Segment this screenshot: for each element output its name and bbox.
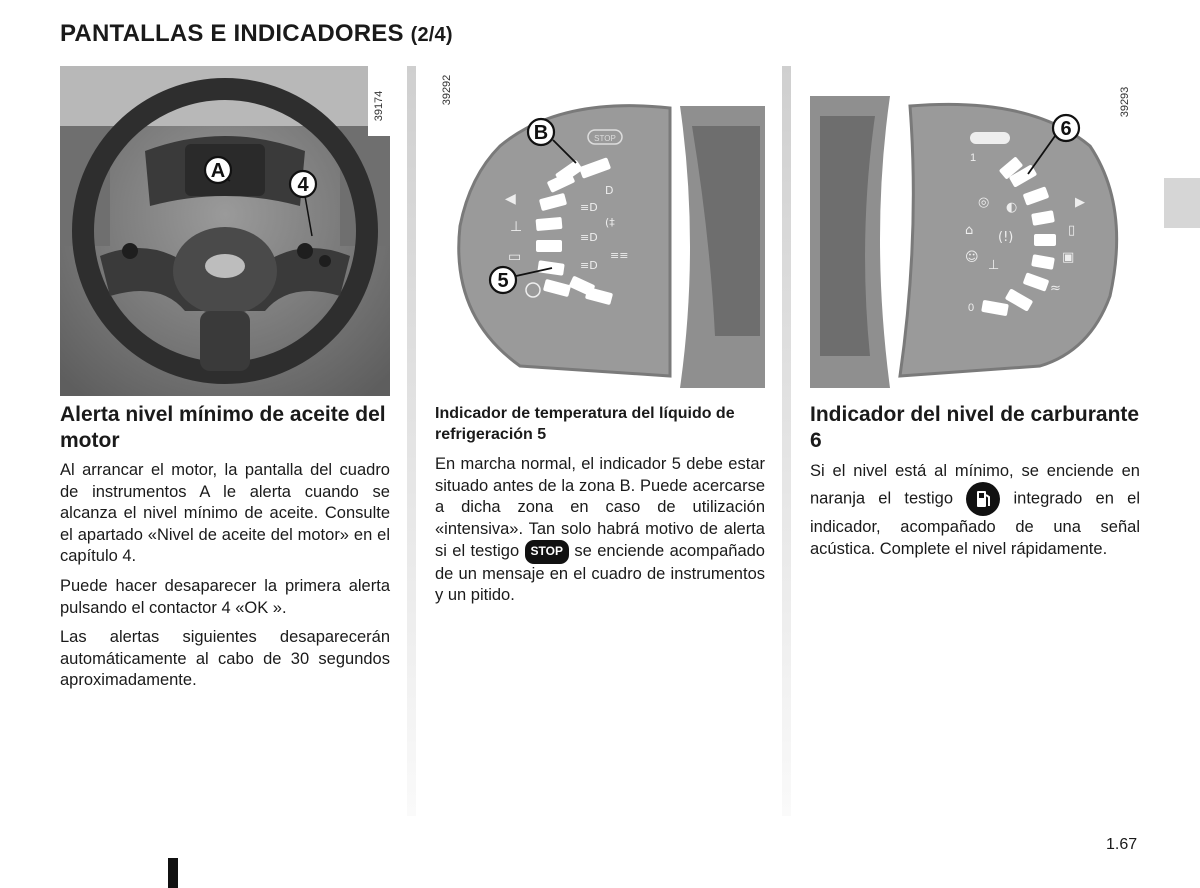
figure-steering-wheel: [60, 66, 390, 396]
lowbeam-icon: ≡D: [580, 201, 598, 214]
battery-icon: ▭: [508, 249, 522, 265]
heading-fuel-level: Indicador del nivel de carburante 6: [810, 403, 1140, 452]
figure-ref-39293: 39293: [1119, 86, 1131, 118]
foglight-icon: ≡D: [580, 259, 598, 272]
callout-5: 5: [497, 270, 509, 292]
steering-icon: ◐: [1006, 200, 1018, 215]
coolant-icon: ⊥: [510, 219, 523, 235]
chapter-tab: [1164, 178, 1200, 228]
heading-coolant-temp: Indicador de temperatura del líquido de refrigeración 5: [435, 405, 735, 443]
oil-icon: ⌂: [965, 223, 974, 238]
stop-label: STOP: [594, 134, 616, 143]
stop-warning-badge: STOP: [525, 540, 569, 564]
highbeam-icon: ≡D: [580, 231, 598, 244]
paragraph-oil-1: Al arrancar el motor, la pantalla del cuadro de instrumentos A le alerta cuando se alcanza el nivel mínimo de aceite. Consulte el apartado «Nivel de aceite del motor» en el capítulo 4.: [60, 461, 390, 565]
tyre-icon: (!): [998, 230, 1014, 245]
gauge-max-label: 1: [970, 152, 977, 164]
callout-a: A: [210, 160, 226, 182]
arrow-left-icon: ◀: [505, 191, 516, 207]
front-fog-icon: D: [605, 184, 614, 197]
abs-icon: ◎: [978, 195, 990, 210]
rear-fog-icon: (‡: [605, 216, 615, 229]
engine-icon: ⊥: [988, 258, 1000, 273]
gauge-min-label: 0: [968, 302, 975, 314]
figure-temperature-gauge: [430, 66, 765, 388]
fuel-pump-icon: ▯: [1068, 223, 1076, 238]
callout-b: B: [533, 122, 549, 144]
callout-6: 6: [1060, 118, 1072, 140]
page-number: 1.67: [1106, 836, 1138, 853]
paragraph-fuel: Si el nivel está al mínimo, se enciende en naranja el testigo integrado en el indicador, acompañado de una señal acústica. Complete el nivel rápidamente.: [810, 462, 1140, 558]
page-title: PANTALLAS E INDICADORES (2/4): [60, 20, 453, 47]
callout-4: 4: [297, 174, 309, 196]
figure-ref-39174: 39174: [373, 90, 385, 122]
lane-icon: ≈: [1050, 281, 1061, 296]
arrow-right-icon: ▶: [1075, 195, 1085, 210]
paragraph-oil-2: Puede hacer desaparecer la primera alerta pulsando el contactor 4 «OK ».: [60, 577, 390, 617]
paragraph-coolant: En marcha normal, el indicador 5 debe estar situado antes de la zona B. Puede acercarse a dicha zona en caso de utilización «intensiva». Tan solo habrá motivo de alerta si el testigo STOP se enciende acompañado de un mensaje en el cuadro de instrumentos y un pitido.: [435, 455, 765, 604]
figure-fuel-gauge: [810, 66, 1140, 388]
figure-ref-39292: 39292: [441, 74, 453, 106]
column-divider-left: [407, 66, 416, 816]
title-part: (2/4): [410, 24, 453, 46]
heading-oil-alert: Alerta nivel mínimo de aceite del motor: [60, 403, 386, 452]
crop-mark: [168, 858, 178, 888]
traction-icon: ▣: [1062, 250, 1075, 265]
column-divider-right: [782, 66, 791, 816]
airbag-icon: ☺: [965, 250, 979, 265]
paragraph-oil-3: Las alertas siguientes desaparecerán automáticamente al cabo de 30 segundos aproximadamente.: [60, 628, 390, 689]
fuel-warning-icon: [966, 482, 1000, 516]
auto-light-icon: ≡≡: [610, 249, 629, 262]
